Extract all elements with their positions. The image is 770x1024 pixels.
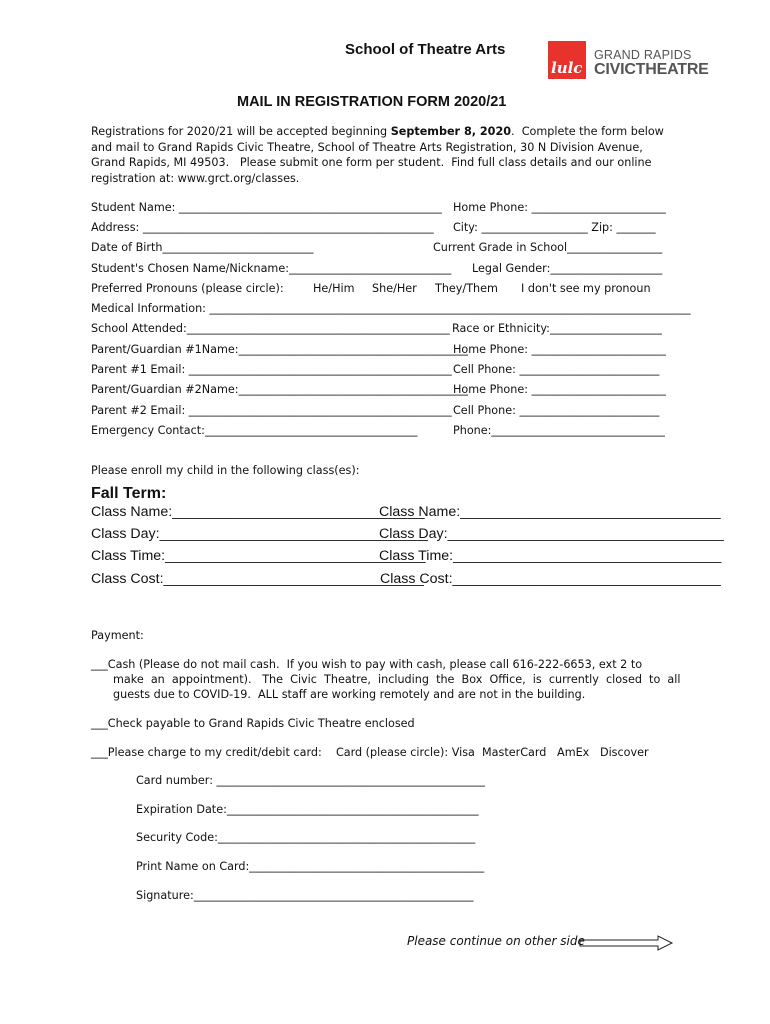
intro-line-4: registration at: www.grct.org/classes. xyxy=(91,172,300,185)
pronouns-label: Preferred Pronouns (please circle): xyxy=(91,282,284,295)
logo-line1: GRAND RAPIDS xyxy=(594,48,692,62)
emergency-phone-field[interactable]: Phone:_______________________________ xyxy=(453,424,665,437)
intro-date: September 8, 2020 xyxy=(390,125,512,138)
logo-line2: CIVICTHEATRE xyxy=(594,61,709,78)
payment-label: Payment: xyxy=(91,629,144,642)
class-cost-field-2[interactable]: Class Cost:__________________________________ xyxy=(380,571,721,587)
parent1-cell-phone-field[interactable]: Cell Phone: _________________________ xyxy=(453,363,660,376)
intro-line-1: Registrations for 2020/21 will be accepted beginning September 8, 2020. Complete the form below xyxy=(91,125,664,138)
form-title: MAIL IN REGISTRATION FORM 2020/21 xyxy=(237,94,507,110)
class-name-field-1[interactable]: Class Name:________________________________ xyxy=(91,504,425,520)
signature-field[interactable]: Signature:__________________________________________________ xyxy=(136,889,474,902)
legal-gender-field[interactable]: Legal Gender:____________________ xyxy=(472,262,663,275)
chosen-name-field[interactable]: Student's Chosen Name/Nickname:_____________________________ xyxy=(91,262,452,275)
logo-mark-text: lulc xyxy=(551,59,583,77)
civic-theatre-logo xyxy=(548,41,708,83)
card-number-field[interactable]: Card number: ________________________________________________ xyxy=(136,774,486,787)
cash-note-line-3: guests due to COVID-19. ALL staff are working remotely and are not in the building. xyxy=(113,688,586,701)
enroll-instructions: Please enroll my child in the following class(es): xyxy=(91,464,360,477)
expiration-date-field[interactable]: Expiration Date:_____________________________________________ xyxy=(136,803,479,816)
class-time-field-2[interactable]: Class Time:__________________________________ xyxy=(379,548,722,564)
parent1-name-field[interactable]: Parent/Guardian #1Name:_________________________________________ xyxy=(91,343,468,356)
parent2-home-phone-field[interactable]: Home Phone: ________________________ xyxy=(453,383,666,396)
continue-text: Please continue on other side xyxy=(407,934,585,948)
address-field[interactable]: Address: ____________________________________________________ xyxy=(91,221,434,234)
class-day-field-2[interactable]: Class Day:___________________________________ xyxy=(379,526,724,542)
race-ethnicity-field[interactable]: Race or Ethnicity:____________________ xyxy=(452,322,662,335)
intro-line-2: and mail to Grand Rapids Civic Theatre, School of Theatre Arts Registration, 30 N Division Avenue, xyxy=(91,141,643,154)
class-time-field-1[interactable]: Class Time:_________________________________ xyxy=(91,548,426,564)
parent2-email-field[interactable]: Parent #2 Email: _______________________________________________ xyxy=(91,404,452,417)
date-of-birth-field[interactable]: Date of Birth___________________________ xyxy=(91,241,314,254)
parent1-home-phone-field[interactable]: Home Phone: ________________________ xyxy=(453,343,666,356)
right-arrow-icon xyxy=(578,935,674,951)
class-day-field-1[interactable]: Class Day:__________________________________ xyxy=(91,526,428,542)
pronoun-option-she-her[interactable]: She/Her xyxy=(372,282,417,295)
pronoun-option-they-them[interactable]: They/Them xyxy=(435,282,498,295)
card-option[interactable]: ___Please charge to my credit/debit card: Card (please circle): Visa MasterCard AmEx Discover xyxy=(91,746,649,759)
class-cost-field-1[interactable]: Class Cost:_________________________________ xyxy=(91,571,424,587)
cash-note-line-2: make an appointment). The Civic Theatre, including the Box Office, is currently closed to all xyxy=(113,673,681,686)
school-attended-field[interactable]: School Attended:_______________________________________________ xyxy=(91,322,450,335)
emergency-contact-field[interactable]: Emergency Contact:______________________________________ xyxy=(91,424,418,437)
student-name-field[interactable]: Student Name: _______________________________________________ xyxy=(91,201,442,214)
home-phone-field[interactable]: Home Phone: ________________________ xyxy=(453,201,666,214)
pronoun-option-he-him[interactable]: He/Him xyxy=(313,282,355,295)
city-zip-field[interactable]: City: ___________________ Zip: _______ xyxy=(453,221,656,234)
cash-option[interactable]: ___Cash (Please do not mail cash. If you wish to pay with cash, please call 616-222-6653, ext 2 to xyxy=(91,658,643,671)
security-code-field[interactable]: Security Code:______________________________________________ xyxy=(136,831,476,844)
intro-line-3: Grand Rapids, MI 49503. Please submit one form per student. Find full class details and our online xyxy=(91,156,652,169)
medical-info-field[interactable]: Medical Information: ______________________________________________________________________________________ xyxy=(91,302,691,315)
fall-term-heading: Fall Term: xyxy=(91,485,167,502)
parent2-cell-phone-field[interactable]: Cell Phone: _________________________ xyxy=(453,404,660,417)
logo-mark-icon xyxy=(548,41,586,79)
school-title: School of Theatre Arts xyxy=(345,41,506,58)
check-option[interactable]: ___Check payable to Grand Rapids Civic Theatre enclosed xyxy=(91,717,415,730)
print-name-field[interactable]: Print Name on Card:__________________________________________ xyxy=(136,860,485,873)
class-name-field-2[interactable]: Class Name:_________________________________ xyxy=(379,504,721,520)
current-grade-field[interactable]: Current Grade in School_________________ xyxy=(433,241,663,254)
parent1-email-field[interactable]: Parent #1 Email: _______________________________________________ xyxy=(91,363,452,376)
parent2-name-field[interactable]: Parent/Guardian #2Name:_________________________________________ xyxy=(91,383,468,396)
pronoun-option-other[interactable]: I don't see my pronoun xyxy=(521,282,651,295)
